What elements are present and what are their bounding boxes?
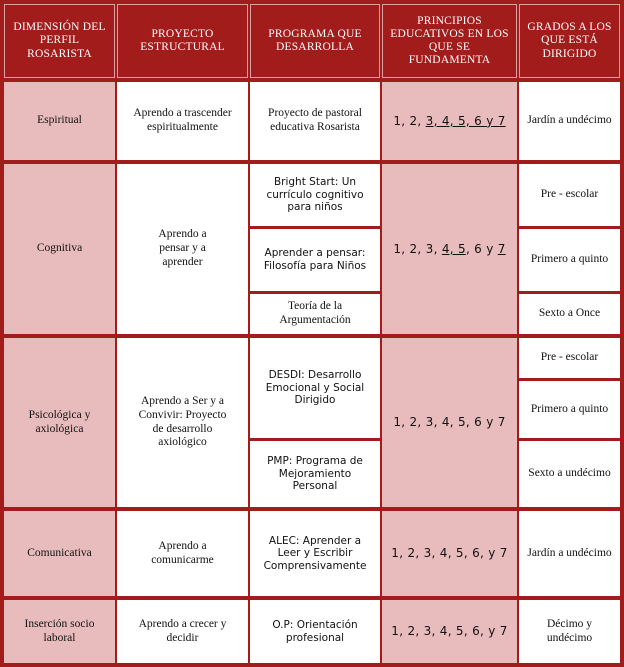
- grades-text: Primero a quinto: [530, 402, 609, 415]
- header-principles-text: PRINCIPIOS EDUCATIVOS EN LOS QUE SE FUNDAMENTA: [390, 14, 509, 67]
- principles-part: 1, 2,: [393, 113, 426, 128]
- principles-part-underlined: 7: [497, 241, 506, 256]
- principles-part-underlined: 4, 5: [441, 241, 466, 256]
- grades-text: Pre - escolar: [540, 188, 599, 201]
- header-principles: [382, 4, 517, 78]
- program-desdi: [250, 338, 380, 438]
- program-text: Proyecto de pastoral educativa Rosarista: [268, 107, 362, 133]
- program-pmp: [250, 441, 380, 507]
- grades-text: Sexto a Once: [538, 307, 601, 320]
- project-text: Aprendo a trascender espiritualmente: [133, 107, 232, 133]
- grades-sexto-once-cog: [519, 294, 620, 334]
- project-espiritual: [117, 82, 248, 160]
- project-insercion: [117, 600, 248, 663]
- project-psicologica: [117, 338, 248, 507]
- project-text: Aprendo a Ser y a Convivir: Proyecto de desarrollo axiológico: [138, 394, 227, 449]
- header-grades-text: GRADOS A LOS QUE ESTÁ DIRIGIDO: [527, 21, 612, 60]
- header-grades: [519, 4, 620, 78]
- header-dimension-text: DIMENSIÓN DEL PERFIL ROSARISTA: [13, 21, 106, 60]
- program-bright-start: [250, 164, 380, 226]
- program-text: PMP: Programa de Mejoramiento Personal: [267, 455, 363, 493]
- program-text: O.P: Orientación profesional: [272, 618, 358, 644]
- principles-text: 1, 2, 3, 4, 5, 6, y 7: [391, 546, 508, 561]
- header-project-text: PROYECTO ESTRUCTURAL: [140, 27, 225, 53]
- grades-comunicativa: [519, 511, 620, 596]
- project-text: Aprendo a crecer y decidir: [138, 617, 227, 644]
- project-text: Aprendo a pensar y a aprender: [158, 228, 207, 268]
- header-dimension: [4, 4, 115, 78]
- grades-text: Décimo y undécimo: [546, 617, 593, 644]
- principles-espiritual: [382, 82, 517, 160]
- grades-text: Pre - escolar: [540, 351, 599, 364]
- grades-sexto-undecimo-psi: [519, 441, 620, 507]
- dimension-text: Comunicativa: [27, 546, 92, 559]
- principles-psicologica: [382, 338, 517, 507]
- program-text: DESDI: Desarrollo Emocional y Social Dirigido: [265, 369, 365, 407]
- program-filosofia-ninos: [250, 229, 380, 291]
- program-op: [250, 600, 380, 663]
- dimension-cognitiva: [4, 164, 115, 334]
- project-cognitiva: [117, 164, 248, 334]
- grades-text: Sexto a undécimo: [528, 467, 611, 480]
- program-text: Aprender a pensar: Filosofía para Niños: [263, 247, 367, 272]
- program-espiritual: [250, 82, 380, 160]
- grades-preescolar-psi: [519, 338, 620, 378]
- principles-part: , 6 y: [465, 241, 498, 256]
- grades-primero-quinto-psi: [519, 381, 620, 438]
- grades-espiritual: [519, 82, 620, 160]
- program-text: Teoría de la Argumentación: [279, 300, 351, 326]
- program-text: ALEC: Aprender a Leer y Escribir Comprensivamente: [263, 534, 367, 572]
- principles-text: 1, 2, 3, 4, 5, 6 y 7: [393, 415, 506, 430]
- header-program-text: PROGRAMA QUE DESARROLLA: [268, 27, 362, 53]
- grades-insercion: [519, 600, 620, 663]
- principles-comunicativa: [382, 511, 517, 596]
- principles-part-underlined: 3, 4, 5, 6 y 7: [425, 113, 506, 128]
- header-project: [117, 4, 248, 78]
- dimension-text: Inserción socio laboral: [24, 617, 95, 644]
- principles-text: 1, 2, 3, 4, 5, 6, y 7: [391, 624, 508, 639]
- dimension-text: Espiritual: [37, 114, 82, 127]
- program-alec: [250, 511, 380, 596]
- grades-primero-quinto-cog: [519, 229, 620, 291]
- dimension-psicologica: [4, 338, 115, 507]
- dimension-text: Cognitiva: [36, 242, 83, 255]
- dimension-insercion: [4, 600, 115, 663]
- grades-text: Jardín a undécimo: [527, 114, 612, 127]
- grades-text: Jardín a undécimo: [527, 546, 612, 559]
- grades-text: Primero a quinto: [530, 253, 609, 266]
- principles-insercion: [382, 600, 517, 663]
- program-argumentacion: [250, 294, 380, 334]
- dimension-espiritual: [4, 82, 115, 160]
- program-text: Bright Start: Un currículo cognitivo para niños: [266, 176, 364, 214]
- header-program: [250, 4, 380, 78]
- principles-cognitiva: [382, 164, 517, 334]
- project-comunicativa: [117, 511, 248, 596]
- dimension-comunicativa: [4, 511, 115, 596]
- dimension-text: Psicológica y axiológica: [28, 408, 91, 435]
- grades-preescolar-cog: [519, 164, 620, 226]
- project-text: Aprendo a comunicarme: [151, 539, 214, 566]
- principles-part: 1, 2, 3,: [393, 241, 442, 256]
